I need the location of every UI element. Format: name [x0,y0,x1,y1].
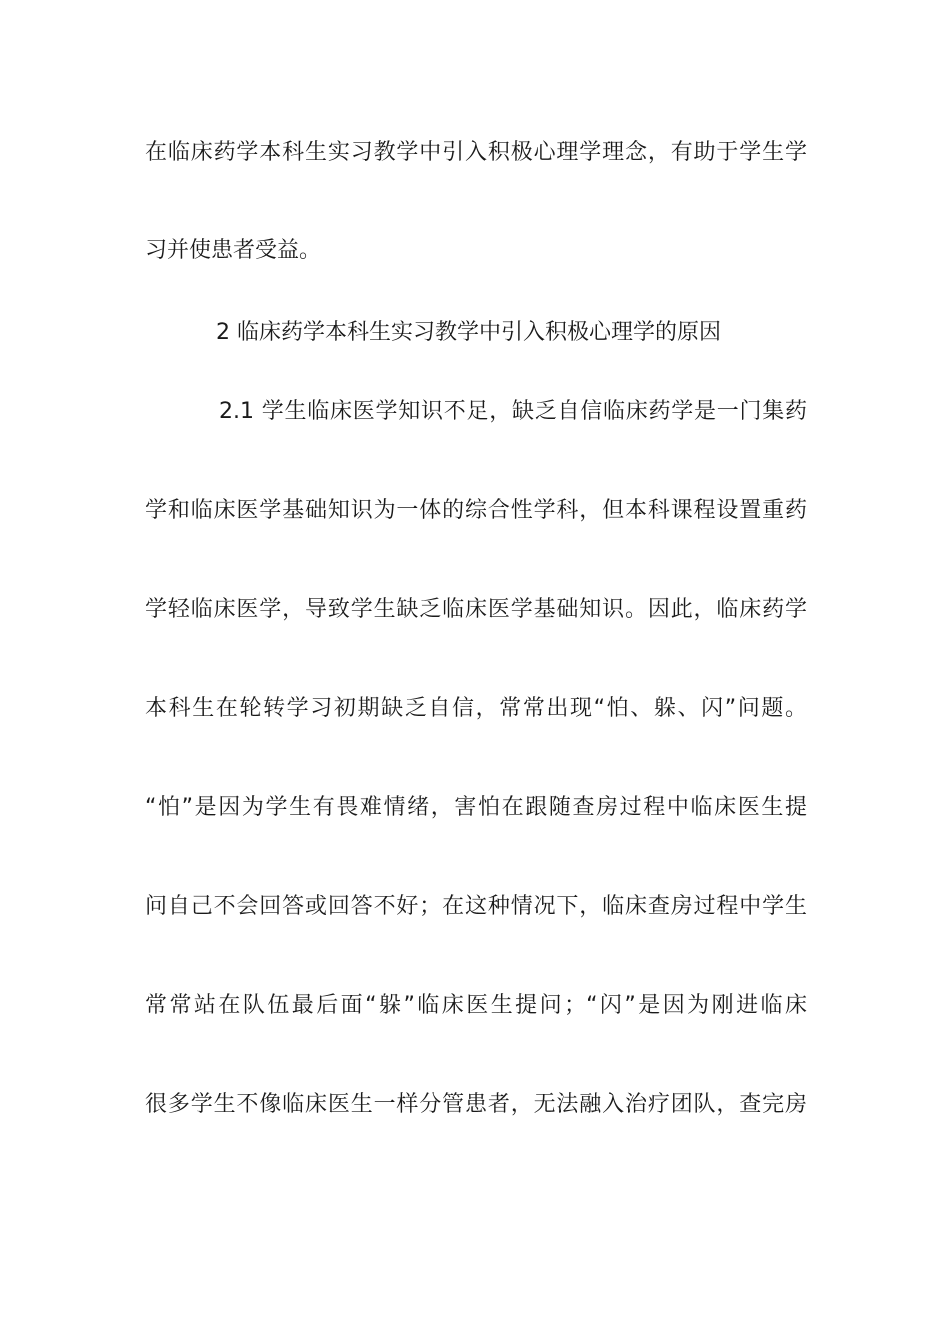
body-line-3: 本科生在轮转学习初期缺乏自信，常常出现“怕、躲、闪”问题。 [145,696,807,721]
subsection-first-line: 2.1 学生临床医学知识不足，缺乏自信临床药学是一门集药 [219,399,807,424]
body-line-5: 问自己不会回答或回答不好；在这种情况下，临床查房过程中学生 [145,894,807,919]
section-heading: 2 临床药学本科生实习教学中引入积极心理学的原因 [216,320,721,345]
body-line-7: 很多学生不像临床医生一样分管患者，无法融入治疗团队，查完房 [145,1092,807,1117]
intro-line-2: 习并使患者受益。 [145,238,322,263]
body-line-6: 常常站在队伍最后面“躲”临床医生提问；“闪”是因为刚进临床 [145,993,807,1018]
body-line-1: 学和临床医学基础知识为一体的综合性学科，但本科课程设置重药 [145,498,807,523]
intro-line-1: 在临床药学本科生实习教学中引入积极心理学理念，有助于学生学 [145,140,807,165]
body-line-2: 学轻临床医学，导致学生缺乏临床医学基础知识。因此，临床药学 [145,597,807,622]
body-line-4: “怕”是因为学生有畏难情绪，害怕在跟随查房过程中临床医生提 [145,795,807,820]
